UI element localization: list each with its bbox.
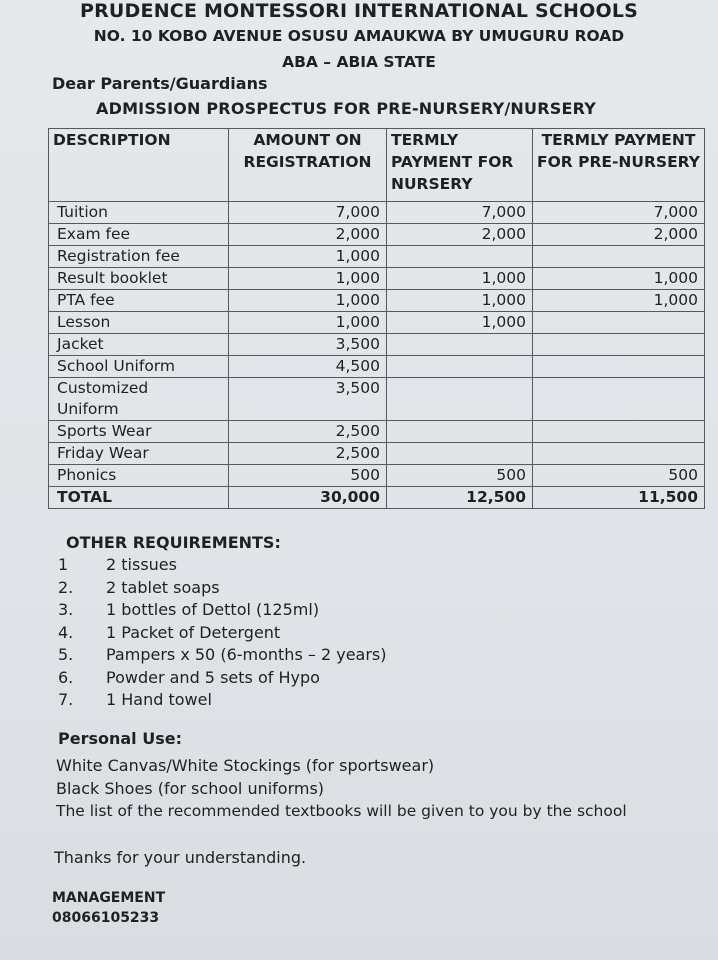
row-item: Result booklet [49, 268, 229, 290]
row-nursery-amount: 1,000 [387, 290, 533, 312]
total-label: TOTAL [49, 487, 229, 509]
personal-use-title: Personal Use: [58, 729, 182, 748]
list-item [58, 644, 387, 667]
table-row [49, 246, 705, 268]
row-registration-amount: 1,000 [229, 312, 387, 334]
row-registration-amount: 500 [229, 465, 387, 487]
row-item: Jacket [49, 334, 229, 356]
row-prenursery-amount [533, 356, 705, 378]
row-registration-amount: 2,500 [229, 443, 387, 465]
row-registration-amount: 2,000 [229, 224, 387, 246]
row-item: Registration fee [49, 246, 229, 268]
row-item: Customized Uniform [49, 378, 229, 421]
row-prenursery-amount [533, 312, 705, 334]
row-nursery-amount: 1,000 [387, 268, 533, 290]
personal-use-line: Black Shoes (for school uniforms) [56, 779, 325, 798]
row-registration-amount: 4,500 [229, 356, 387, 378]
row-prenursery-amount [533, 421, 705, 443]
row-prenursery-amount: 7,000 [533, 202, 705, 224]
row-item: Tuition [49, 202, 229, 224]
list-item-number: 6. [58, 667, 74, 687]
row-prenursery-amount [533, 378, 705, 421]
column-header-prenursery: TERMLY PAYMENT FOR PRE-NURSERY [533, 129, 705, 202]
closing-text: Thanks for your understanding. [54, 848, 307, 867]
row-nursery-amount [387, 443, 533, 465]
fees-table-header [49, 129, 705, 202]
table-row [49, 290, 705, 312]
list-item [58, 599, 387, 622]
list-item-text: 2 tissues [106, 555, 177, 574]
list-item [58, 554, 387, 577]
school-name: PRUDENCE MONTESSORI INTERNATIONAL SCHOOLS [79, 0, 639, 22]
row-nursery-amount [387, 378, 533, 421]
row-nursery-amount: 500 [387, 465, 533, 487]
row-prenursery-amount: 1,000 [533, 268, 705, 290]
row-item: Phonics [49, 465, 229, 487]
row-registration-amount: 2,500 [229, 421, 387, 443]
personal-use-line: White Canvas/White Stockings (for sportswear) [56, 756, 435, 775]
school-address-line-2: ABA – ABIA STATE [282, 53, 436, 71]
row-item: School Uniform [49, 356, 229, 378]
total-registration: 30,000 [229, 487, 387, 509]
row-nursery-amount [387, 356, 533, 378]
other-requirements-title: OTHER REQUIREMENTS: [66, 533, 281, 552]
table-row [49, 465, 705, 487]
other-requirements-list [58, 554, 387, 712]
row-prenursery-amount: 1,000 [533, 290, 705, 312]
list-item [58, 667, 387, 690]
list-item-text: 1 Packet of Detergent [106, 622, 281, 642]
list-item [58, 622, 387, 645]
row-registration-amount: 3,500 [229, 334, 387, 356]
list-item-number: 7. [58, 690, 74, 709]
row-registration-amount: 1,000 [229, 246, 387, 268]
list-item-text: 1 bottles of Dettol (125ml) [106, 600, 320, 619]
row-prenursery-amount [533, 443, 705, 465]
list-item [58, 689, 387, 712]
row-item: Sports Wear [49, 421, 229, 443]
row-registration-amount: 1,000 [229, 290, 387, 312]
document-subject: ADMISSION PROSPECTUS FOR PRE-NURSERY/NURSERY [96, 99, 597, 118]
signature-phone: 08066105233 [52, 910, 160, 926]
list-item-text: Pampers x 50 (6-months – 2 years) [106, 645, 387, 664]
table-row [49, 202, 705, 224]
row-nursery-amount [387, 246, 533, 268]
list-item-number: 1 [58, 555, 69, 574]
row-registration-amount: 1,000 [229, 268, 387, 290]
list-item-number: 5. [58, 645, 74, 664]
total-nursery: 12,500 [387, 487, 533, 509]
list-item-number: 4. [58, 622, 74, 642]
signature-name: MANAGEMENT [52, 890, 166, 906]
table-row [49, 356, 705, 378]
row-item: Lesson [49, 312, 229, 334]
table-row [49, 268, 705, 290]
table-row [49, 421, 705, 443]
column-header-description: DESCRIPTION [49, 129, 229, 202]
table-row [49, 378, 705, 421]
list-item-number: 3. [58, 600, 74, 619]
row-nursery-amount: 1,000 [387, 312, 533, 334]
row-prenursery-amount [533, 246, 705, 268]
list-item-number: 2. [58, 577, 74, 597]
column-header-registration: AMOUNT ON REGISTRATION [229, 129, 387, 202]
row-prenursery-amount: 500 [533, 465, 705, 487]
row-registration-amount: 3,500 [229, 378, 387, 421]
row-item: PTA fee [49, 290, 229, 312]
row-registration-amount: 7,000 [229, 202, 387, 224]
personal-use-line: The list of the recommended textbooks will be given to you by the school [56, 802, 627, 820]
fees-table [48, 128, 705, 509]
row-nursery-amount [387, 421, 533, 443]
table-row [49, 224, 705, 246]
row-item: Friday Wear [49, 443, 229, 465]
row-prenursery-amount: 2,000 [533, 224, 705, 246]
column-header-nursery: TERMLY PAYMENT FOR NURSERY [387, 129, 533, 202]
table-row [49, 334, 705, 356]
list-item-text: 1 Hand towel [106, 690, 212, 709]
total-prenursery: 11,500 [533, 487, 705, 509]
row-nursery-amount: 2,000 [387, 224, 533, 246]
row-prenursery-amount [533, 334, 705, 356]
table-row [49, 443, 705, 465]
row-nursery-amount [387, 334, 533, 356]
table-row [49, 312, 705, 334]
total-row [49, 487, 705, 509]
greeting: Dear Parents/Guardians [52, 74, 268, 93]
list-item-text: Powder and 5 sets of Hypo [106, 667, 320, 687]
list-item-text: 2 tablet soaps [106, 577, 220, 597]
row-nursery-amount: 7,000 [387, 202, 533, 224]
list-item [58, 577, 387, 600]
school-address-line-1: NO. 10 KOBO AVENUE OSUSU AMAUKWA BY UMUGURU ROAD [93, 27, 625, 45]
row-item: Exam fee [49, 224, 229, 246]
